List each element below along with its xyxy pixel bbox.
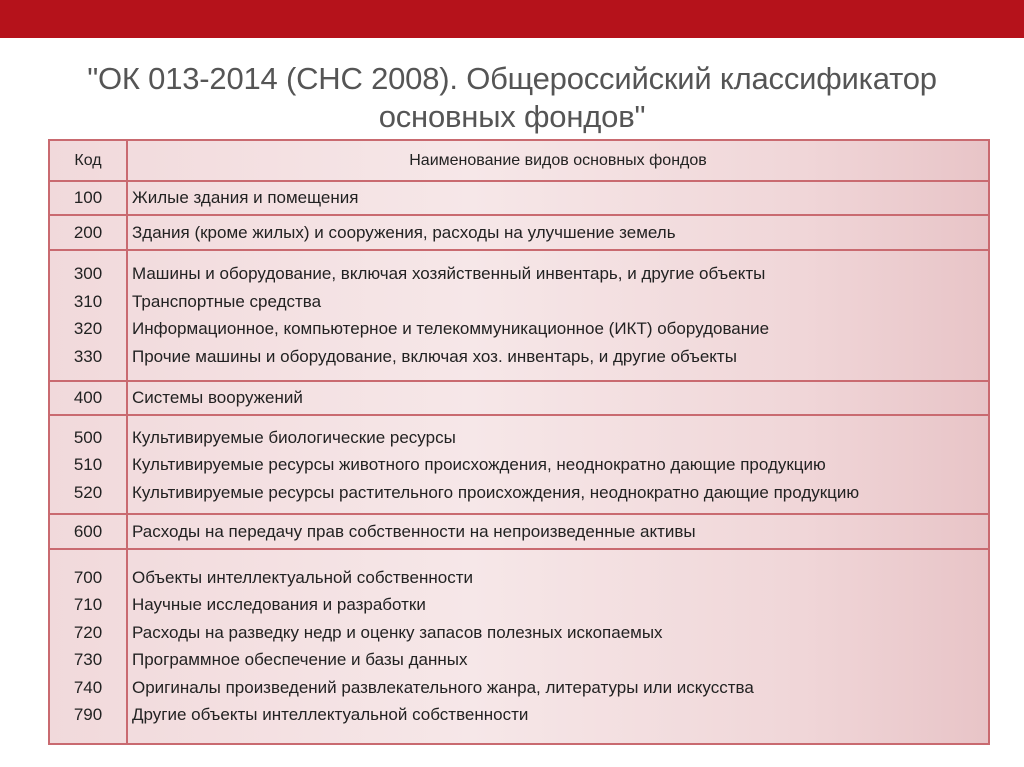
- table-row: [49, 549, 989, 744]
- fund-name: Здания (кроме жилых) и сооружения, расходы на улучшение земель: [132, 222, 676, 242]
- fund-name: Программное обеспечение и базы данных: [132, 650, 468, 670]
- table-header-row: [49, 140, 989, 181]
- fund-name: Другие объекты интеллектуальной собственности: [132, 705, 529, 725]
- fund-name: Расходы на передачу прав собственности на непроизведенные активы: [132, 521, 696, 541]
- fund-code: 600: [73, 521, 103, 541]
- title-line-2: основных фондов": [378, 99, 646, 134]
- fund-name: Культивируемые биологические ресурсы: [132, 427, 456, 447]
- fund-name: Жилые здания и помещения: [132, 188, 359, 208]
- title-line-1: "ОК 013-2014 (СНС 2008). Общероссийский классификатор: [87, 61, 937, 96]
- name-cell: [127, 415, 989, 514]
- fund-name: Объекты интеллектуальной собственности: [132, 567, 473, 587]
- fund-code: 400: [73, 388, 103, 408]
- table-row: [49, 514, 989, 548]
- code-cell: [49, 514, 127, 548]
- name-cell: [127, 215, 989, 249]
- fund-code: 740: [73, 677, 103, 697]
- fund-name: Информационное, компьютерное и телекоммуникационное (ИКТ) оборудование: [132, 319, 770, 339]
- name-cell: [127, 514, 989, 548]
- name-cell: [127, 181, 989, 215]
- fund-name: Расходы на разведку недр и оценку запасов полезных ископаемых: [132, 622, 663, 642]
- table-row: [49, 250, 989, 381]
- fund-name: Транспортные средства: [132, 291, 322, 311]
- fund-code: 310: [73, 291, 103, 311]
- name-cell: [127, 381, 989, 415]
- fund-name: Культивируемые ресурсы животного происхождения, неоднократно дающие продукцию: [132, 455, 826, 475]
- code-cell: [49, 250, 127, 381]
- fund-name: Оригиналы произведений развлекательного жанра, литературы или искусства: [132, 677, 754, 697]
- fund-code: 200: [73, 222, 103, 242]
- fund-code: 100: [73, 188, 103, 208]
- code-cell: [49, 181, 127, 215]
- page-title: [40, 60, 984, 136]
- table-row: [49, 181, 989, 215]
- fund-code: 700: [73, 567, 103, 587]
- fund-name: Прочие машины и оборудование, включая хоз. инвентарь, и другие объекты: [132, 346, 737, 366]
- name-cell: [127, 250, 989, 381]
- table-row: [49, 215, 989, 249]
- name-cell: [127, 549, 989, 744]
- code-cell: [49, 415, 127, 514]
- code-cell: [49, 549, 127, 744]
- fund-name: Культивируемые ресурсы растительного происхождения, неоднократно дающие продукцию: [132, 482, 860, 502]
- fund-code: 520: [73, 482, 103, 502]
- fund-code: 720: [73, 622, 103, 642]
- fund-code: 320: [73, 319, 103, 339]
- classifier-table-container: [48, 139, 990, 745]
- fund-code: 790: [73, 705, 103, 725]
- fund-code: 710: [73, 595, 103, 615]
- fund-name: Научные исследования и разработки: [132, 595, 426, 615]
- fund-code: 330: [73, 346, 103, 366]
- header-name: Наименование видов основных фондов: [127, 140, 989, 181]
- fund-name: Машины и оборудование, включая хозяйственный инвентарь, и другие объекты: [132, 264, 766, 284]
- fund-code: 730: [73, 650, 103, 670]
- header-code: Код: [49, 140, 127, 181]
- fund-code: 300: [73, 264, 103, 284]
- fund-name: Системы вооружений: [132, 388, 303, 408]
- fund-code: 510: [73, 455, 103, 475]
- top-banner: [0, 0, 1024, 38]
- code-cell: [49, 381, 127, 415]
- fund-code: 500: [73, 427, 103, 447]
- table-row: [49, 415, 989, 514]
- classifier-table: [48, 139, 990, 745]
- table-row: [49, 381, 989, 415]
- code-cell: [49, 215, 127, 249]
